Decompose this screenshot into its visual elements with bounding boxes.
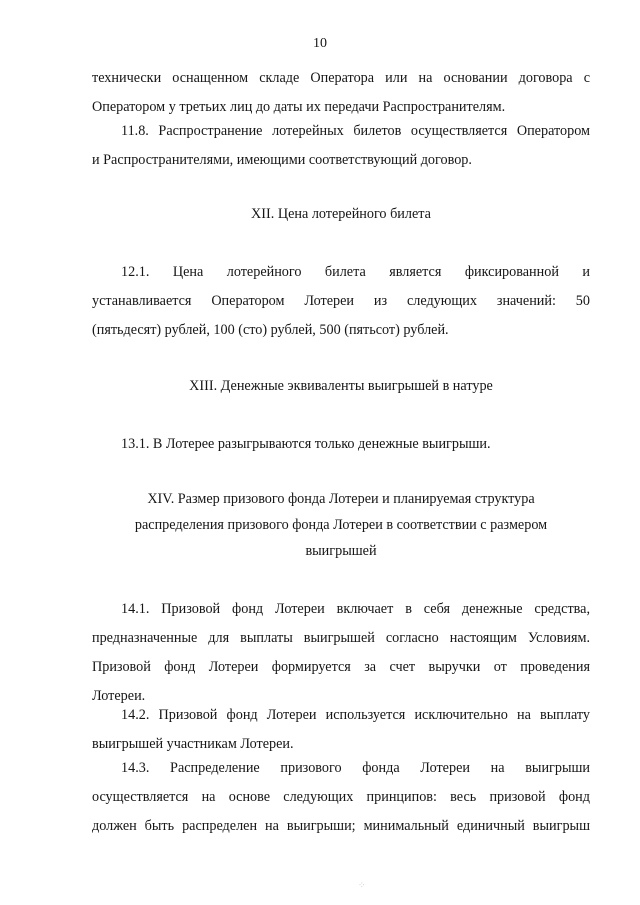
paragraph-line: технически оснащенном складе Оператора или на основании договора с — [92, 70, 590, 86]
paragraph-12-1 — [92, 258, 590, 345]
scan-artifact: ⁘ — [358, 880, 366, 890]
paragraph-line: предназначенные для выплаты выигрышей согласно настоящим Условиям. — [92, 630, 590, 646]
paragraph-11-8 — [92, 117, 590, 175]
paragraph-line: Оператором у третьих лиц до даты их передачи Распространителям. — [92, 99, 506, 115]
paragraph-line: выигрышей участникам Лотереи. — [92, 736, 294, 752]
paragraph-line: и Распространителями, имеющими соответствующий договор. — [92, 152, 472, 168]
paragraph-line: 11.8. Распространение лотерейных билетов осуществляется Оператором — [121, 123, 590, 139]
paragraph-line: 14.3. Распределение призового фонда Лотереи на выигрыши — [121, 760, 590, 776]
paragraph-14-1 — [92, 595, 590, 711]
heading-line: распределения призового фонда Лотереи в соответствии с размером — [134, 517, 548, 533]
section-heading-xiv — [92, 486, 590, 564]
paragraph-line: должен быть распределен на выигрыши; минимальный единичный выигрыш — [92, 818, 590, 834]
paragraph-line: устанавливается Оператором Лотереи из следующих значений: 50 — [92, 293, 590, 309]
paragraph-line: Призовой фонд Лотереи формируется за счет выручки от проведения — [92, 659, 590, 675]
heading-line: XIII. Денежные эквиваленты выигрышей в натуре — [189, 378, 493, 394]
paragraph-line: 14.2. Призовой фонд Лотереи используется исключительно на выплату — [121, 707, 590, 723]
page-number: 10 — [313, 36, 327, 51]
paragraph-line: осуществляется на основе следующих принципов: весь призовой фонд — [92, 789, 590, 805]
heading-line: XII. Цена лотерейного билета — [251, 206, 431, 222]
paragraph-13-1 — [92, 430, 590, 459]
paragraph-line: 13.1. В Лотерее разыгрываются только денежные выигрыши. — [121, 436, 491, 452]
paragraph-14-3 — [92, 754, 590, 841]
paragraph-line: 12.1. Цена лотерейного билета является фиксированной и — [121, 264, 590, 280]
paragraph-line: (пятьдесят) рублей, 100 (сто) рублей, 500 (пятьсот) рублей. — [92, 322, 449, 338]
heading-line: XIV. Размер призового фонда Лотереи и планируемая структура — [147, 491, 535, 507]
section-heading-xiii — [92, 373, 590, 399]
paragraph-continuation — [92, 64, 590, 122]
paragraph-14-2 — [92, 701, 590, 759]
paragraph-line: Лотереи. — [92, 688, 146, 704]
paragraph-line: 14.1. Призовой фонд Лотереи включает в себя денежные средства, — [121, 601, 590, 617]
section-heading-xii — [92, 201, 590, 227]
heading-line: выигрышей — [305, 543, 377, 559]
